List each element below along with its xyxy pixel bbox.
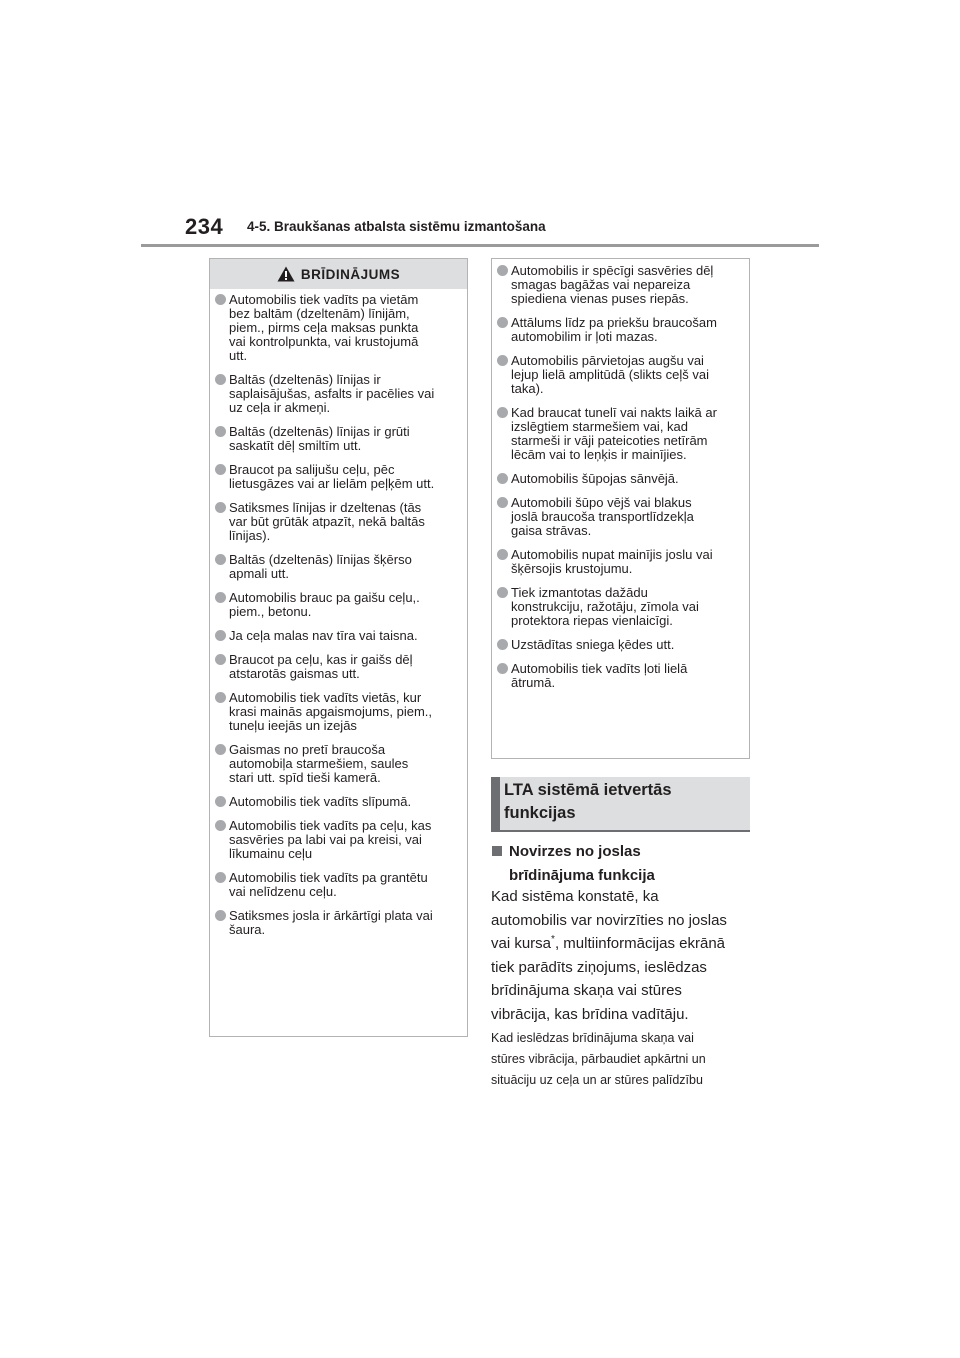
list-item bbox=[496, 638, 741, 652]
list-item-line: starmeši ir vāji pateicoties netīrām bbox=[511, 433, 708, 448]
list-item-line: Ja ceļa malas nav tīra vai taisna. bbox=[229, 628, 418, 643]
note-line: stūres vibrācija, pārbaudiet apkārtni un bbox=[491, 1052, 706, 1066]
body-line: tiek parādīts ziņojums, ieslēdzas bbox=[491, 958, 707, 976]
list-item-line: Baltās (dzeltenās) līnijas ir grūti bbox=[229, 424, 410, 439]
list-item-line: Braucot pa ceļu, kas ir gaišs dēļ bbox=[229, 652, 413, 667]
list-item-line: automobilim ir ļoti mazas. bbox=[511, 329, 658, 344]
body-line bbox=[491, 932, 753, 956]
list-item-line: apmali utt. bbox=[229, 566, 289, 581]
list-item-line: Automobilis ir spēcīgi sasvēries dēļ bbox=[511, 263, 714, 278]
bullet-icon bbox=[215, 294, 226, 305]
header-rule bbox=[141, 244, 819, 247]
warning-continued-box bbox=[491, 258, 750, 759]
warning-header bbox=[210, 259, 467, 289]
bullet-icon bbox=[215, 820, 226, 831]
list-item-line: Automobili šūpo vējš vai blakus bbox=[511, 495, 692, 510]
list-item-line: utt. bbox=[229, 348, 248, 363]
bullet-icon bbox=[215, 374, 226, 385]
bullet-icon bbox=[497, 407, 508, 418]
list-item-line: līkumainu ceļu bbox=[229, 846, 313, 861]
chapter-title: 4-5. Braukšanas atbalsta sistēmu izmantošana bbox=[247, 219, 546, 234]
list-item bbox=[214, 743, 459, 785]
list-item-line: izslēgtiem starmešiem vai, kad bbox=[511, 419, 688, 434]
list-item-line: Automobilis tiek vadīts pa vietām bbox=[229, 292, 419, 307]
body-line: Kad sistēma konstatē, ka bbox=[491, 888, 659, 905]
list-item bbox=[214, 629, 459, 643]
bullet-icon bbox=[497, 639, 508, 650]
bullet-icon bbox=[497, 473, 508, 484]
footnote-mark: * bbox=[551, 934, 555, 946]
list-item bbox=[214, 591, 459, 619]
bullet-icon bbox=[215, 796, 226, 807]
list-item bbox=[214, 795, 459, 809]
bullet-icon bbox=[215, 872, 226, 883]
subheading-line: Novirzes no joslas bbox=[509, 843, 641, 860]
warning-box bbox=[209, 258, 468, 1037]
bullet-icon bbox=[497, 265, 508, 276]
list-item-line: Automobilis tiek vadīts pa ceļu, kas bbox=[229, 818, 432, 833]
list-item bbox=[496, 354, 741, 396]
list-item bbox=[496, 662, 741, 690]
list-item bbox=[214, 425, 459, 453]
list-item-line: Automobilis tiek vadīts pa grantētu bbox=[229, 870, 428, 885]
bullet-icon bbox=[497, 355, 508, 366]
list-item-line: Baltās (dzeltenās) līnijas šķērso bbox=[229, 552, 412, 567]
list-item-line: ātrumā. bbox=[511, 675, 556, 690]
list-item bbox=[496, 586, 741, 628]
body-line: brīdinājuma skaņa vai stūres bbox=[491, 982, 682, 1000]
list-item-line: Uzstādītas sniega ķēdes utt. bbox=[511, 637, 675, 652]
list-item-line: gaisa strāvas. bbox=[511, 523, 592, 538]
note-line: Kad ieslēdzas brīdinājuma skaņa vai bbox=[491, 1031, 694, 1045]
list-item bbox=[214, 553, 459, 581]
list-item bbox=[496, 316, 741, 344]
list-item bbox=[496, 496, 741, 538]
list-item-line: Tiek izmantotas dažādu bbox=[511, 585, 648, 600]
list-item-line: Automobilis šūpojas sānvējā. bbox=[511, 471, 679, 486]
section-heading bbox=[491, 777, 750, 832]
list-item-line: uz ceļa ir akmeņi. bbox=[229, 400, 331, 415]
list-item-line: automobiļa starmešiem, saules bbox=[229, 756, 409, 771]
list-item bbox=[214, 909, 459, 937]
list-item-line: šķērsojis krustojumu. bbox=[511, 561, 633, 576]
bullet-icon bbox=[215, 744, 226, 755]
bullet-icon bbox=[215, 502, 226, 513]
bullet-icon bbox=[497, 497, 508, 508]
list-item-line: lejup lielā amplitūdā (slikts ceļš vai bbox=[511, 367, 709, 382]
list-item-line: Automobilis nupat mainījis joslu vai bbox=[511, 547, 713, 562]
list-item-line: joslā braucoša transportlīdzekļa bbox=[511, 509, 694, 524]
bullet-icon bbox=[497, 549, 508, 560]
list-item-line: atstarotās gaismas utt. bbox=[229, 666, 360, 681]
body-text: vai kursa bbox=[491, 935, 552, 953]
list-item-line: Automobilis tiek vadīts ļoti lielā bbox=[511, 661, 688, 676]
list-item bbox=[214, 871, 459, 899]
list-item-line: protektora riepas vienlaicīgi. bbox=[511, 613, 673, 628]
list-item-line: Automobilis tiek vadīts slīpumā. bbox=[229, 794, 412, 809]
list-item-line: tuneļu ieejās un izejās bbox=[229, 718, 357, 733]
list-item bbox=[214, 691, 459, 733]
list-item-line: var būt grūtāk atpazīt, nekā baltās bbox=[229, 514, 425, 529]
bullet-icon bbox=[215, 592, 226, 603]
bullet-icon bbox=[215, 654, 226, 665]
list-item-line: Automobilis brauc pa gaišu ceļu,. bbox=[229, 590, 420, 605]
bullet-icon bbox=[215, 464, 226, 475]
list-item bbox=[496, 548, 741, 576]
bullet-icon bbox=[497, 663, 508, 674]
list-item bbox=[214, 463, 459, 491]
list-item-line: sasvēries pa labi vai pa kreisi, vai bbox=[229, 832, 422, 847]
list-item bbox=[214, 653, 459, 681]
list-item-line: stari utt. spīd tieši kamerā. bbox=[229, 770, 381, 785]
list-item-line: vai kontrolpunkta, vai krustojumā bbox=[229, 334, 419, 349]
section-heading-line: funkcijas bbox=[504, 804, 576, 822]
body-line: vibrācija, kas brīdina vadītāju. bbox=[491, 1005, 689, 1023]
list-item-line: Kad braucat tunelī vai nakts laikā ar bbox=[511, 405, 717, 420]
list-item-line: Automobilis pārvietojas augšu vai bbox=[511, 353, 704, 368]
subheading bbox=[491, 840, 751, 888]
warning-triangle-icon bbox=[277, 266, 295, 282]
list-item bbox=[496, 406, 741, 462]
list-item-line: Braucot pa salijušu ceļu, pēc bbox=[229, 462, 395, 477]
list-item-line: Gaismas no pretī braucoša bbox=[229, 742, 386, 757]
list-item-line: Attālums līdz pa priekšu braucošam bbox=[511, 315, 717, 330]
square-bullet-icon bbox=[492, 846, 502, 856]
warning-continued-list bbox=[492, 259, 749, 690]
bullet-icon bbox=[215, 426, 226, 437]
bullet-icon bbox=[215, 554, 226, 565]
section-heading-line: LTA sistēmā ietvertās bbox=[504, 781, 672, 799]
list-item-line: konstrukciju, ražotāju, zīmola vai bbox=[511, 599, 699, 614]
list-item bbox=[214, 293, 459, 363]
list-item-line: Satiksmes līnijas ir dzeltenas (tās bbox=[229, 500, 422, 515]
bullet-icon bbox=[497, 317, 508, 328]
list-item bbox=[214, 373, 459, 415]
warning-list bbox=[210, 289, 467, 937]
list-item-line: piem., pirms ceļa maksas punkta bbox=[229, 320, 419, 335]
list-item-line: saplaisājušas, asfalts ir pacēlies vai bbox=[229, 386, 435, 401]
list-item-line: vai nelīdzenu ceļu. bbox=[229, 884, 337, 899]
list-item-line: šaura. bbox=[229, 922, 266, 937]
body-text: , multiinformācijas ekrānā bbox=[554, 935, 725, 953]
list-item bbox=[214, 819, 459, 861]
list-item-line: smagas bagāžas vai nepareiza bbox=[511, 277, 691, 292]
bullet-icon bbox=[497, 587, 508, 598]
list-item-line: piem., betonu. bbox=[229, 604, 312, 619]
list-item-line: krasi mainās apgaismojums, piem., bbox=[229, 704, 433, 719]
bullet-icon bbox=[215, 630, 226, 641]
list-item-line: spiediena vienas puses riepās. bbox=[511, 291, 689, 306]
list-item-line: lietusgāzes vai ar lielām peļķēm utt. bbox=[229, 476, 435, 491]
list-item-line: līnijas). bbox=[229, 528, 271, 543]
list-item-line: Satiksmes josla ir ārkārtīgi plata vai bbox=[229, 908, 433, 923]
body-line: automobilis var novirzīties no joslas bbox=[491, 911, 727, 929]
list-item bbox=[496, 264, 741, 306]
list-item-line: lēcām vai to leņķis ir mainījies. bbox=[511, 447, 687, 462]
list-item-line: saskatīt dēļ smiltīm utt. bbox=[229, 438, 362, 453]
note-paragraph bbox=[491, 1028, 753, 1091]
list-item-line: taka). bbox=[511, 381, 544, 396]
list-item-line: bez baltām (dzeltenām) līnijām, bbox=[229, 306, 410, 321]
bullet-icon bbox=[215, 692, 226, 703]
list-item-line: Baltās (dzeltenās) līnijas ir bbox=[229, 372, 381, 387]
list-item bbox=[214, 501, 459, 543]
list-item bbox=[496, 472, 741, 486]
bullet-icon bbox=[215, 910, 226, 921]
body-paragraph bbox=[491, 885, 753, 1027]
list-item-line: Automobilis tiek vadīts vietās, kur bbox=[229, 690, 422, 705]
subheading-line: brīdinājuma funkcija bbox=[509, 867, 655, 884]
warning-title: BRĪDINĀJUMS bbox=[300, 266, 401, 282]
note-line: situāciju uz ceļa un ar stūres palīdzību bbox=[491, 1073, 703, 1087]
page-number: 234 bbox=[185, 214, 224, 239]
